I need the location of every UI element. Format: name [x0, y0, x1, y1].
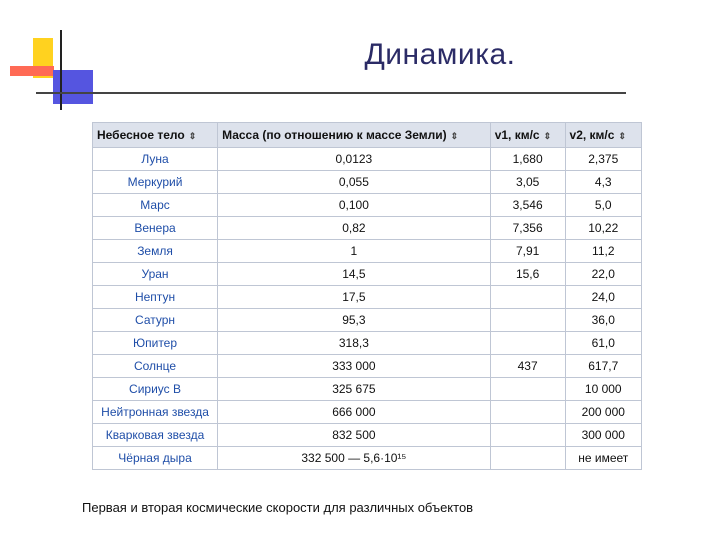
body-name-cell[interactable]: Марс: [93, 194, 218, 217]
v2-cell: 36,0: [565, 309, 641, 332]
mass-cell: 666 000: [218, 401, 491, 424]
mass-cell: 832 500: [218, 424, 491, 447]
page-title: Динамика.: [364, 38, 516, 71]
mass-cell: 318,3: [218, 332, 491, 355]
decor-blue-square: [53, 70, 93, 104]
mass-cell: 14,5: [218, 263, 491, 286]
column-header-v1[interactable]: [490, 123, 565, 148]
v2-cell: 200 000: [565, 401, 641, 424]
v2-cell: 10 000: [565, 378, 641, 401]
mass-cell: 0,055: [218, 171, 491, 194]
decor-vertical-line: [60, 30, 62, 110]
column-header-mass[interactable]: [218, 123, 491, 148]
v1-cell: 3,546: [490, 194, 565, 217]
mass-cell: 333 000: [218, 355, 491, 378]
body-name-cell[interactable]: Венера: [93, 217, 218, 240]
table-caption: Первая и вторая космические скорости для различных объектов: [82, 500, 474, 515]
table-row: [93, 286, 642, 309]
v1-cell: 7,356: [490, 217, 565, 240]
body-name-cell[interactable]: Меркурий: [93, 171, 218, 194]
mass-cell: 1: [218, 240, 491, 263]
table-row: [93, 148, 642, 171]
v1-cell: 7,91: [490, 240, 565, 263]
column-header-label: Небесное тело: [97, 128, 185, 142]
v2-cell: 22,0: [565, 263, 641, 286]
body-name-cell[interactable]: Земля: [93, 240, 218, 263]
body-name-cell[interactable]: Луна: [93, 148, 218, 171]
body-name-cell[interactable]: Нептун: [93, 286, 218, 309]
decor-red-bar: [10, 66, 54, 76]
sort-icon[interactable]: ⇕: [618, 131, 626, 141]
column-header-label: v1, км/с: [494, 128, 540, 142]
mass-cell: 0,82: [218, 217, 491, 240]
v1-cell: [490, 447, 565, 470]
table-row: [93, 447, 642, 470]
table-body: [93, 148, 642, 470]
table-row: [93, 401, 642, 424]
table-row: [93, 332, 642, 355]
v1-cell: [490, 424, 565, 447]
body-name-cell[interactable]: Сатурн: [93, 309, 218, 332]
mass-cell: 332 500 — 5,6·10¹⁵: [218, 447, 491, 470]
v2-cell: 300 000: [565, 424, 641, 447]
column-header-label: v2, км/с: [569, 128, 615, 142]
body-name-cell[interactable]: Нейтронная звезда: [93, 401, 218, 424]
v1-cell: 1,680: [490, 148, 565, 171]
v2-cell: 4,3: [565, 171, 641, 194]
body-name-cell[interactable]: Солнце: [93, 355, 218, 378]
v2-cell: 24,0: [565, 286, 641, 309]
sort-icon[interactable]: ⇕: [543, 131, 552, 141]
v2-cell: 11,2: [565, 240, 641, 263]
velocity-table: [92, 122, 642, 470]
v1-cell: 15,6: [490, 263, 565, 286]
v2-cell: 10,22: [565, 217, 641, 240]
v2-cell: 61,0: [565, 332, 641, 355]
mass-cell: 0,100: [218, 194, 491, 217]
body-name-cell[interactable]: Юпитер: [93, 332, 218, 355]
v2-cell: 2,375: [565, 148, 641, 171]
table-row: [93, 217, 642, 240]
sort-icon[interactable]: ⇕: [450, 131, 459, 141]
table-row: [93, 194, 642, 217]
v2-cell: не имеет: [565, 447, 641, 470]
v1-cell: [490, 286, 565, 309]
v1-cell: [490, 378, 565, 401]
mass-cell: 325 675: [218, 378, 491, 401]
v2-cell: 617,7: [565, 355, 641, 378]
table-row: [93, 309, 642, 332]
table-header-row: [93, 123, 642, 148]
v1-cell: [490, 332, 565, 355]
body-name-cell[interactable]: Кварковая звезда: [93, 424, 218, 447]
column-header-body[interactable]: [93, 123, 218, 148]
v1-cell: 437: [490, 355, 565, 378]
v1-cell: [490, 309, 565, 332]
mass-cell: 17,5: [218, 286, 491, 309]
mass-cell: 95,3: [218, 309, 491, 332]
v1-cell: 3,05: [490, 171, 565, 194]
table-row: [93, 171, 642, 194]
table-row: [93, 240, 642, 263]
table-row: [93, 263, 642, 286]
table-row: [93, 424, 642, 447]
column-header-label: Масса (по отношению к массе Земли): [222, 128, 447, 142]
body-name-cell[interactable]: Сириус В: [93, 378, 218, 401]
table-row: [93, 378, 642, 401]
mass-cell: 0,0123: [218, 148, 491, 171]
v2-cell: 5,0: [565, 194, 641, 217]
title-underline: [36, 92, 626, 94]
column-header-v2[interactable]: [565, 123, 641, 148]
body-name-cell[interactable]: Уран: [93, 263, 218, 286]
table-row: [93, 355, 642, 378]
sort-icon[interactable]: ⇕: [188, 131, 197, 141]
v1-cell: [490, 401, 565, 424]
body-name-cell[interactable]: Чёрная дыра: [93, 447, 218, 470]
